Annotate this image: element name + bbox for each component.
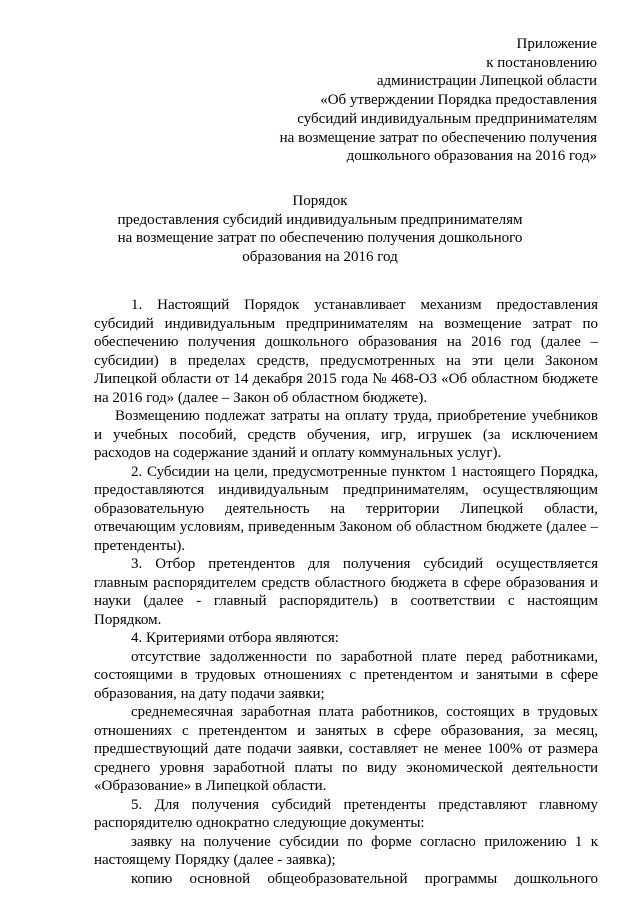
paragraph-3: 3. Отбор претендентов для получения субсидий осуществляется главным распорядителем средств областного бюджета в сфере образования и науки (далее - главный распорядитель) в соответствии с настоящим Порядком. [94,556,598,628]
paragraph-1: 1. Настоящий Порядок устанавливает механизм предоставления субсидий индивидуальным предпринимателям на возмещение затрат по обеспечению получения дошкольного образования на 2016 год (далее – субсидии) в пределах средств, предусмотренных на эти цели Законом Липецкой области от 14 декабря 2015 года № 468-ОЗ «Об областном бюджете на 2016 год» (далее – Закон об областном бюджете). [94,297,598,406]
title-line: на возмещение затрат по обеспечению получения дошкольного [117,230,523,247]
appendix-header [280,35,597,166]
paragraph-2: 2. Субсидии на цели, предусмотренные пунктом 1 настоящего Порядка, предоставляются индивидуальным предпринимателям, осуществляющим образовательную деятельность на территории Липецкой области, отвечающим условиям, приведенным Законом об областном бюджете (далее – претенденты). [94,463,598,554]
document-application: заявку на получение субсидии по форме согласно приложению 1 к настоящему Порядку (далее - заявка); [94,833,598,868]
title-line: предоставления субсидий индивидуальным предпринимателям [117,211,523,228]
document-program-copy: копию основной общеобразовательной программы дошкольного [131,870,598,887]
document-title [0,192,640,267]
paragraph-5: 5. Для получения субсидий претенденты представляют главному распорядителю однократно следующие документы: [94,796,598,831]
appendix-line: Приложение [516,36,597,52]
title-line: образования на 2016 год [242,249,398,266]
paragraph-4: 4. Критериями отбора являются: [131,630,339,646]
appendix-line: на возмещение затрат по обеспечению получения [279,129,597,146]
criterion-average-salary: среднемесячная заработная плата работников, состоящих в трудовых отношениях с претендентом и занятых в сфере образования, за месяц, предшествующий дате подачи заявки, составляет не менее 100% от размера среднего уровня заработной платы по виду экономической деятельности «Образование» в Липецкой области. [94,704,598,794]
appendix-line: «Об утверждении Порядка предоставления [320,92,597,109]
appendix-line: дошкольного образования на 2016 год» [346,148,597,165]
appendix-line: субсидий индивидуальным предпринимателям [297,110,597,127]
criterion-no-debt: отсутствие задолженности по заработной плате перед работниками, состоящими в трудовых отношениях с претендентом и занятыми в сфере образования, на дату подачи заявки; [94,648,598,702]
paragraph-compensation: Возмещению подлежат затраты на оплату труда, приобретение учебников и учебных пособий, средств обучения, игр, игрушек (за исключением расходов на содержание зданий и оплату коммунальных услуг). [94,408,598,461]
appendix-line: администрации Липецкой области [376,73,597,90]
appendix-line: к постановлению [486,54,597,71]
document-body [94,296,598,888]
title-line: Порядок [292,193,348,209]
